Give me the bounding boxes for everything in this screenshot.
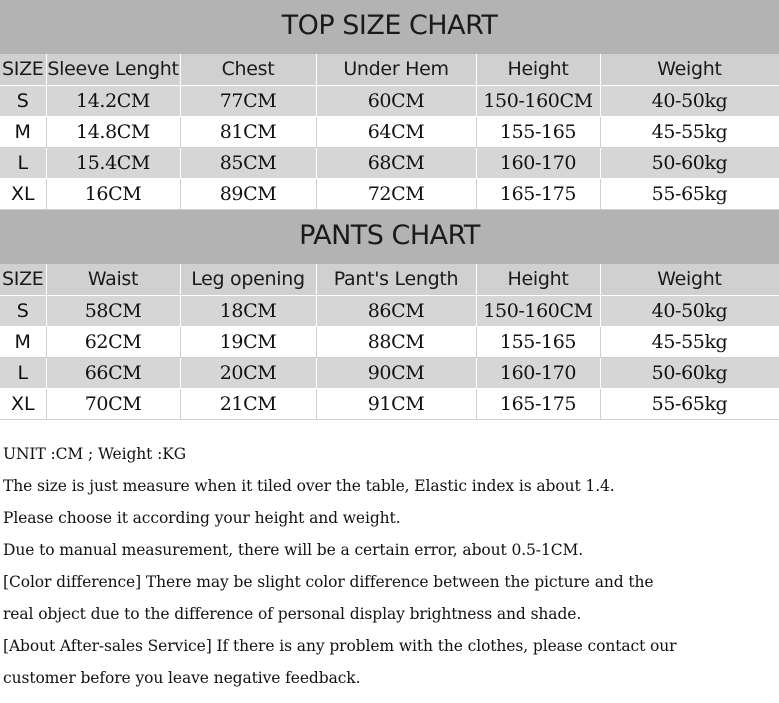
table-cell: 16CM — [46, 178, 180, 209]
table-cell: 91CM — [316, 388, 476, 419]
table-cell: 18CM — [180, 295, 316, 326]
table-cell: 81CM — [180, 116, 316, 147]
table-cell: 155-165 — [476, 116, 600, 147]
size-cell: M — [0, 326, 46, 357]
measure-note: The size is just measure when it tiled over the table, Elastic index is about 1.4. — [3, 477, 615, 495]
size-cell: S — [0, 295, 46, 326]
table-cell: 165-175 — [476, 388, 600, 419]
table-row — [0, 116, 779, 147]
column-header: Height — [476, 264, 600, 295]
column-header: Height — [476, 54, 600, 85]
column-header: SIZE — [0, 264, 46, 295]
column-header: Chest — [180, 54, 316, 85]
table-cell: 50-60kg — [600, 357, 779, 388]
column-header: Weight — [600, 54, 779, 85]
table-cell: 66CM — [46, 357, 180, 388]
table-row — [0, 147, 779, 178]
table-cell: 90CM — [316, 357, 476, 388]
table-cell: 68CM — [316, 147, 476, 178]
color-difference-note: [Color difference] There may be slight color difference between the picture and the — [3, 573, 654, 591]
pants-size-table — [0, 264, 779, 420]
table-cell: 86CM — [316, 295, 476, 326]
after-sales-note: [About After-sales Service] If there is any problem with the clothes, please contact our — [3, 637, 677, 655]
after-sales-note-cont: customer before you leave negative feedback. — [3, 669, 361, 687]
table-row — [0, 85, 779, 116]
table-cell: 14.2CM — [46, 85, 180, 116]
table-row — [0, 178, 779, 209]
table-header-row — [0, 264, 779, 295]
size-notes — [3, 438, 775, 694]
column-header: Sleeve Lenght — [46, 54, 180, 85]
unit-note: UNIT :CM ; Weight :KG — [3, 445, 186, 463]
column-header: Pant's Length — [316, 264, 476, 295]
table-cell: 70CM — [46, 388, 180, 419]
table-cell: 160-170 — [476, 147, 600, 178]
error-note: Due to manual measurement, there will be a certain error, about 0.5-1CM. — [3, 541, 584, 559]
pants-chart-title-band — [0, 210, 779, 264]
table-cell: 155-165 — [476, 326, 600, 357]
table-cell: 165-175 — [476, 178, 600, 209]
table-cell: 14.8CM — [46, 116, 180, 147]
table-cell: 60CM — [316, 85, 476, 116]
table-cell: 64CM — [316, 116, 476, 147]
choose-note: Please choose it according your height and weight. — [3, 509, 401, 527]
table-cell: 55-65kg — [600, 178, 779, 209]
table-cell: 88CM — [316, 326, 476, 357]
table-cell: 62CM — [46, 326, 180, 357]
table-row — [0, 295, 779, 326]
column-header: Leg opening — [180, 264, 316, 295]
table-cell: 150-160CM — [476, 295, 600, 326]
column-header: Weight — [600, 264, 779, 295]
table-row — [0, 326, 779, 357]
size-cell: M — [0, 116, 46, 147]
table-cell: 89CM — [180, 178, 316, 209]
size-cell: L — [0, 147, 46, 178]
column-header: SIZE — [0, 54, 46, 85]
top-chart-title: TOP SIZE CHART — [281, 10, 498, 41]
size-cell: L — [0, 357, 46, 388]
table-cell: 77CM — [180, 85, 316, 116]
top-size-table — [0, 54, 779, 210]
size-cell: XL — [0, 178, 46, 209]
table-cell: 58CM — [46, 295, 180, 326]
top-chart-title-band — [0, 0, 779, 54]
table-cell: 40-50kg — [600, 85, 779, 116]
table-cell: 45-55kg — [600, 326, 779, 357]
column-header: Under Hem — [316, 54, 476, 85]
table-cell: 160-170 — [476, 357, 600, 388]
table-cell: 21CM — [180, 388, 316, 419]
table-cell: 150-160CM — [476, 85, 600, 116]
table-cell: 15.4CM — [46, 147, 180, 178]
table-cell: 45-55kg — [600, 116, 779, 147]
table-cell: 20CM — [180, 357, 316, 388]
table-cell: 19CM — [180, 326, 316, 357]
table-cell: 40-50kg — [600, 295, 779, 326]
table-cell: 50-60kg — [600, 147, 779, 178]
size-cell: S — [0, 85, 46, 116]
column-header: Waist — [46, 264, 180, 295]
size-cell: XL — [0, 388, 46, 419]
table-cell: 72CM — [316, 178, 476, 209]
pants-chart-title: PANTS CHART — [299, 220, 480, 251]
color-difference-note-cont: real object due to the difference of personal display brightness and shade. — [3, 605, 582, 623]
table-row — [0, 388, 779, 419]
table-cell: 55-65kg — [600, 388, 779, 419]
table-row — [0, 357, 779, 388]
table-cell: 85CM — [180, 147, 316, 178]
table-header-row — [0, 54, 779, 85]
